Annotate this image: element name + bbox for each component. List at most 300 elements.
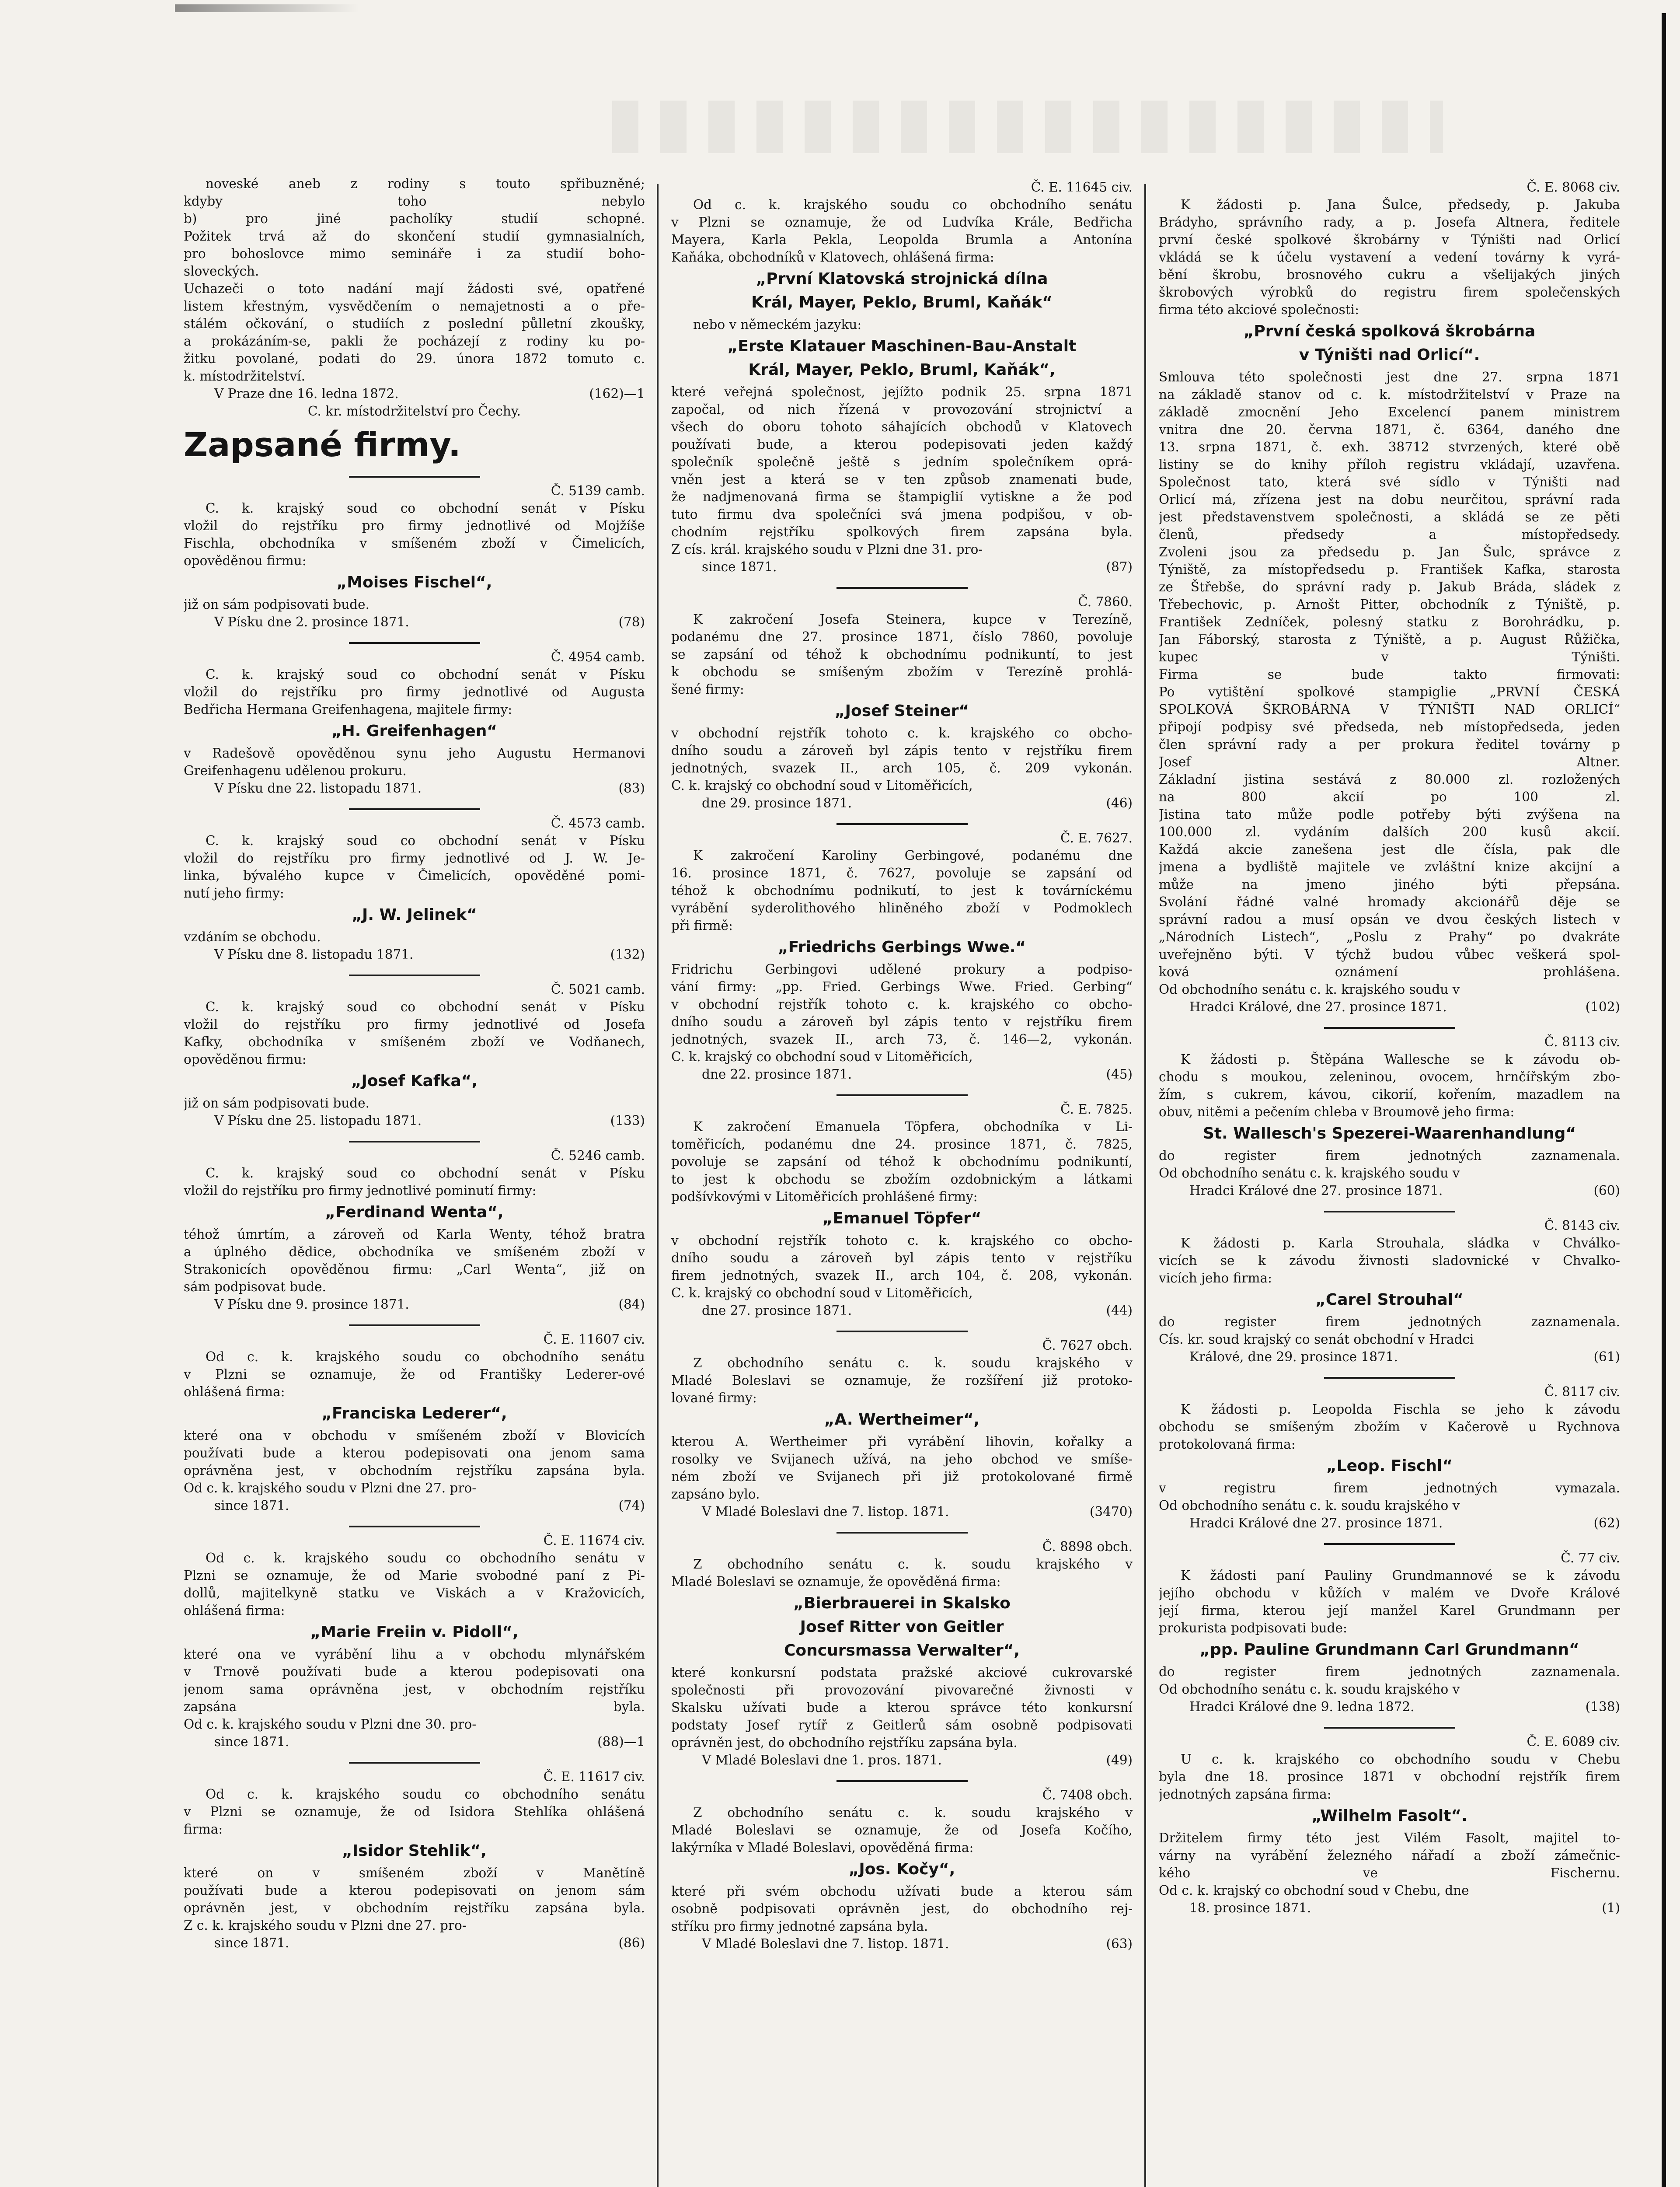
body-line: ková oznámení prohlášena. (1159, 964, 1620, 979)
body-line: Svolání řádné valné hromady akcionářů děje se (1159, 894, 1620, 909)
firm-name: „Carel Strouhal“ (1315, 1291, 1464, 1309)
body-line: SPOLKOVÁ ŠKROBÁRNA V TÝNIŠTI NAD ORLICÍ“ (1159, 702, 1620, 717)
body-line: Požitek trvá až do skončení studií gymnasialních, (184, 229, 645, 244)
reference-number: (102) (1585, 999, 1620, 1014)
dateline (1159, 1698, 1620, 1715)
body-line: vkládá se k účelu vystavení a vedení továrny k vyrá- (1159, 250, 1620, 265)
body-line: zapsáno bylo. (671, 1487, 760, 1502)
notice-block (184, 808, 645, 963)
body-line: Mayera, Karla Pekla, Leopolda Brumla a Antonína (671, 232, 1133, 247)
body-line: ohlášená firma: (184, 1384, 285, 1399)
notice-block (671, 1094, 1133, 1319)
body-line: do register firem jednotných zaznamenala. (1159, 1664, 1620, 1679)
separator-rule (349, 1324, 480, 1326)
body-line: Držitelem firmy této jest Vilém Fasolt, majitel to- (1159, 1831, 1620, 1845)
notice-block (184, 175, 645, 420)
body-line: dního soudu a zároveň byl zápis tento v rejstříku (671, 1251, 1133, 1265)
body-line: vicích se k závodu živnosti sladovnické v Chvalko- (1159, 1253, 1620, 1268)
separator-rule (1324, 1377, 1455, 1379)
body-line: Z c. k. krajského soudu v Plzni dne 27. pro- (184, 1918, 467, 1933)
notice-block (184, 1141, 645, 1313)
date-text: dne 27. prosince 1871. (702, 1303, 852, 1318)
body-line: obuv, nitěmi a pečením chleba v Broumově jeho firma: (1159, 1104, 1515, 1119)
firm-name: St. Wallesch's Spezerei-Waarenhandlung“ (1202, 1125, 1576, 1142)
body-line: obchodu se smíšeným zbožím v Kačerově u Rychnova (1159, 1419, 1620, 1434)
body-line: Od c. k. krajského soudu co obchodního senátu (206, 1349, 645, 1364)
dateline (671, 794, 1133, 812)
dateline (184, 1112, 645, 1129)
dateline (184, 1934, 645, 1952)
separator-rule (349, 642, 480, 644)
body-line: připojí podpisy své předseda, neb místopředseda, jeden (1159, 720, 1620, 734)
body-line: lakýrníka v Mladé Boleslavi, opověděná firma: (671, 1840, 974, 1855)
body-line: vložil do rejstříku pro firmy jednotlivé od Mojžíše (184, 518, 645, 533)
signature: C. kr. místodržitelství pro Čechy. (308, 404, 521, 419)
body-line: Každá akcie zanešena jest dle čísla, pak dle (1159, 842, 1620, 857)
date-text: V Mladé Boleslavi dne 1. pros. 1871. (702, 1753, 942, 1768)
notice-block (1159, 1377, 1620, 1532)
body-line: společnosti při provozování pivovarečné živnosti v (671, 1683, 1133, 1698)
firm-name: „Isidor Stehlik“, (342, 1842, 487, 1860)
body-line: které on v smíšeném zboží v Manětíně (184, 1866, 645, 1880)
body-line: listem křestným, vysvědčením o nemajetnosti a o pře- (184, 299, 645, 314)
body-line: oprávněna jest, v obchodním rejstříku zapsána byla. (184, 1463, 645, 1478)
date-text: dne 29. prosince 1871. (702, 796, 852, 811)
body-line: do register firem jednotných zaznamenala. (1159, 1314, 1620, 1329)
date-text: V Praze dne 16. ledna 1872. (214, 386, 399, 401)
notice-block (1159, 1543, 1620, 1715)
firm-name: „Bierbrauerei in Skalsko (793, 1594, 1011, 1612)
body-line: 100.000 zl. vydáním dalších 200 kusů akcií. (1159, 824, 1620, 839)
firm-name: „pp. Pauline Grundmann Carl Grundmann“ (1199, 1641, 1579, 1659)
reference-number: (132) (610, 947, 645, 962)
date-text: since 1871. (214, 1935, 289, 1950)
body-line: C. k. krajský co obchodní soud v Litoměřicích, (671, 778, 973, 793)
body-line: C. k. krajský co obchodní soud v Litoměřicích, (671, 1049, 973, 1064)
body-line: K zakročení Josefa Steinera, kupce v Terezíně, (693, 612, 1133, 627)
body-line: byla dne 18. prosince 1871 v obchodní rejstřík firem (1159, 1769, 1620, 1784)
body-line: oprávněn jest, do obchodního rejstříku zapsána byla. (671, 1735, 1018, 1750)
dateline (184, 1296, 645, 1313)
case-number: Č. 8117 civ. (1544, 1384, 1620, 1399)
body-line: lované firmy: (671, 1390, 757, 1405)
body-line: již on sám podpisovati bude. (184, 1096, 369, 1111)
body-line: Kaňáka, obchodníků v Klatovech, ohlášená firma: (671, 250, 994, 265)
body-line: C. k. krajský soud co obchodní senát v Písku (206, 501, 645, 516)
body-line: 13. srpna 1871, č. exh. 38712 stvrzených, které obě (1159, 440, 1620, 454)
case-number: Č. E. 8068 civ. (1527, 180, 1620, 195)
case-number: Č. 5021 camb. (551, 982, 645, 997)
body-line: jejího obchodu v kůžích v malém ve Dvoře Králové (1159, 1586, 1620, 1600)
notice-block (671, 1780, 1133, 1953)
date-text: Hradci Králové dne 9. ledna 1872. (1189, 1699, 1415, 1714)
notice-block (671, 178, 1133, 576)
body-line: pro bohoslovce mimo semináře i za studií boho- (184, 246, 645, 261)
reference-number: (86) (618, 1935, 645, 1950)
body-line: Po vytištění spolkové stampiglie „PRVNÍ ČESKÁ (1159, 685, 1620, 699)
body-line: správní radou a musí opsán ve dvou českých listech v (1159, 912, 1620, 927)
body-line: v Plzni se oznamuje, že od Františky Lederer-ové (184, 1367, 645, 1382)
body-line: Cís. kr. soud krajský co senát obchodní v Hradci (1159, 1332, 1474, 1347)
body-line: kupec v Týništi. (1159, 650, 1620, 664)
body-line: opověděnou firmu: (184, 1052, 307, 1067)
body-line: Bedřicha Hermana Greifenhagena, majitele firmy: (184, 702, 512, 717)
column-3 (1159, 175, 1620, 2187)
body-line: Jan Fáborský, starosta z Týniště, a p. August Růžička, (1159, 632, 1620, 647)
notice-block (1159, 1027, 1620, 1199)
body-line: při firmě: (671, 918, 733, 933)
body-line: C. k. krajský co obchodní soud v Litoměřicích, (671, 1286, 973, 1300)
body-line: K žádosti p. Leopolda Fischla se jeho k závodu (1181, 1402, 1620, 1417)
body-line: b) pro jiné pacholíky studií schopné. (184, 211, 645, 226)
body-line: které ona ve vyrábění lihu a v obchodu mlynářském (184, 1647, 645, 1662)
body-line: které při svém obchodu užívati bude a kterou sám (671, 1884, 1133, 1899)
body-line: do register firem jednotných zaznamenala. (1159, 1148, 1620, 1163)
separator-rule (1324, 1543, 1455, 1545)
body-line: zapsána byla. (184, 1699, 645, 1714)
firm-name: „Moises Fischel“, (336, 573, 492, 591)
body-line: vicích jeho firma: (1159, 1271, 1272, 1286)
body-line: vložil do rejstříku pro firmy jednotlivé od Josefa (184, 1017, 645, 1032)
body-line: Mladé Boleslavi se oznamuje, že opověděná firma: (671, 1574, 1001, 1589)
body-line: firma této akciové společnosti: (1159, 302, 1359, 317)
dateline (671, 1066, 1133, 1083)
reference-number: (45) (1106, 1067, 1133, 1082)
body-line: které konkursní podstata pražské akciové cukrovarské (671, 1665, 1133, 1680)
reference-number: (49) (1106, 1753, 1133, 1768)
body-line: téhož k obchodnímu podnikutí, to jest k továrníckému (671, 883, 1133, 898)
body-line: v obchodní rejstřík tohoto c. k. krajského co obcho- (671, 1233, 1133, 1248)
body-line: Kafky, obchodníka v smíšeném zboží ve Vodňanech, (184, 1034, 645, 1049)
dateline (184, 1497, 645, 1514)
body-line: vání firmy: „pp. Fried. Gerbings Wwe. Fried. Gerbing“ (671, 979, 1133, 994)
reference-number: (63) (1106, 1936, 1133, 1951)
dateline (184, 385, 645, 402)
body-line: její firma, kterou její manžel Karel Grundmann per (1159, 1603, 1620, 1618)
column-2 (671, 175, 1133, 2187)
body-line: jest představenstvem společnosti, a skládá se ze pěti (1159, 510, 1620, 524)
body-line: na základě stanov od c. k. místodržitelství v Praze na (1159, 387, 1620, 402)
separator-rule (1324, 1027, 1455, 1029)
body-line: které veřejná společnost, jejížto podnik 25. srpna 1871 (671, 384, 1133, 399)
case-number: Č. 7408 obch. (1042, 1788, 1133, 1803)
firm-name: Král, Mayer, Peklo, Bruml, Kaňák“ (751, 293, 1053, 311)
reference-number: (46) (1106, 796, 1133, 811)
notice-block (1159, 1727, 1620, 1917)
separator-rule (1324, 1211, 1455, 1212)
body-line: Třebechovic, p. Arnošt Pitter, obchodník z Týniště, p. (1159, 597, 1620, 612)
body-line: Od c. k. krajského soudu v Plzni dne 30. pro- (184, 1717, 477, 1732)
body-line: Od obchodního senátu c. k. krajského soudu v (1159, 982, 1460, 997)
case-number: Č. E. 11674 civ. (543, 1533, 645, 1548)
body-line: dollů, majitelkyně statku ve Viskách a v Kražovicích, (184, 1586, 645, 1600)
case-number: Č. E. 7627. (1060, 831, 1133, 845)
dateline (671, 1751, 1133, 1769)
body-line: všech do oboru tohoto sáhajících obchodů v Klatovech (671, 419, 1133, 434)
body-line: uveřejněno býti. V týchž budou vůbec veškerá spol- (1159, 947, 1620, 962)
date-text: V Písku dne 9. prosince 1871. (214, 1297, 409, 1312)
body-line: sám podpisovat bude. (184, 1279, 326, 1294)
notice-block (184, 975, 645, 1129)
firm-name: Josef Ritter von Geitler (800, 1618, 1004, 1636)
body-line: a úplného dědice, obchodníka ve smíšeném zboží v (184, 1244, 645, 1259)
case-number: Č. 7627 obch. (1042, 1338, 1133, 1353)
body-line: C. k. krajský soud co obchodní senát v Písku (206, 999, 645, 1014)
separator-rule (837, 1094, 968, 1096)
body-line: žitku povolané, podati do 29. února 1872 tomuto c. (184, 351, 645, 366)
body-line: Od c. k. krajského soudu v Plzni dne 27. pro- (184, 1481, 477, 1495)
case-number: Č. E. 11607 civ. (543, 1332, 645, 1347)
body-line: vložil do rejstříku pro firmy jednotlivé pominutí firmy: (184, 1183, 537, 1198)
body-line: společník společně ještě s jedním společníkem oprá- (671, 454, 1133, 469)
body-line: Fischla, obchodníka v smíšeném zboží v Čimelicích, (184, 536, 645, 551)
body-line: Od c. k. krajského soudu co obchodního senátu (693, 197, 1133, 212)
date-text: V Písku dne 25. listopadu 1871. (214, 1113, 422, 1128)
notice-block (184, 476, 645, 631)
body-line: podšívkovými v Litoměřicích prohlášené firmy: (671, 1189, 978, 1204)
body-line: kterou A. Wertheimer při vyrábění lihovin, kořalky a (671, 1434, 1133, 1449)
separator-rule (837, 1780, 968, 1782)
body-line: Z obchodního senátu c. k. soudu krajského v (693, 1557, 1133, 1572)
firm-name: „Josef Kafka“, (351, 1072, 478, 1090)
dateline (1159, 1514, 1620, 1532)
reference-number: (60) (1593, 1183, 1620, 1198)
body-line: C. k. krajský soud co obchodní senát v Písku (206, 667, 645, 682)
firm-name: „Friedrichs Gerbings Wwe.“ (777, 938, 1026, 956)
notice-block (671, 1331, 1133, 1520)
case-number: Č. 5246 camb. (551, 1148, 645, 1163)
body-line: povoluje se zapsání od téhož k obchodnímu podnikuntí, (671, 1154, 1133, 1169)
body-line: nutí jeho firmy: (184, 886, 284, 901)
body-line: jednotných zapsána firma: (1159, 1787, 1331, 1802)
body-line: bění škrobu, brosnového cukru a všelijakých jiných (1159, 267, 1620, 282)
body-line: se zapsání od téhož k obchodnímu podnikuntí, to jest (671, 647, 1133, 662)
body-line: člen správní rady a per prokura ředitel továrny p (1159, 737, 1620, 752)
body-line: k obchodu se smíšeným zbožím v Terezíně prohlá- (671, 664, 1133, 679)
body-line: ném zboží ve Svijanech při již protokolované firmě (671, 1469, 1133, 1484)
body-line: K zakročení Emanuela Töpfera, obchodníka v Li- (693, 1119, 1133, 1134)
body-line: v obchodní rejstřík tohoto c. k. krajského co obcho- (671, 726, 1133, 741)
body-line: v Radešově opověděnou synu jeho Augustu Hermanovi (184, 746, 645, 761)
dateline (1159, 1348, 1620, 1366)
body-line: dního soudu a zároveň byl zápis tento v rejstříku firem (671, 1014, 1133, 1029)
dateline (671, 1935, 1133, 1953)
separator-rule (1324, 1727, 1455, 1729)
body-line: osobně podpisovati oprávněn jest, do obchodního rej- (671, 1901, 1133, 1916)
reference-number: (74) (618, 1498, 645, 1513)
section-title: Zapsané firmy. (184, 425, 461, 464)
dateline (671, 1302, 1133, 1319)
reference-number: (133) (610, 1113, 645, 1128)
body-line: tuto firmu dva společníci svá jmena podpišou, v ob- (671, 507, 1133, 522)
body-line: ze Štřebše, do správní rady p. Jakub Bráda, sládek z (1159, 580, 1620, 594)
body-line: Plzni se oznamuje, že od Marie svobodné paní z Pi- (184, 1568, 645, 1583)
body-line: listiny se do knihy příloh registru vkládají, uzavřena. (1159, 457, 1620, 472)
body-line: již on sám podpisovati bude. (184, 597, 369, 612)
body-line: Skalsku užívati bude a kterou správce této konkursní (671, 1700, 1133, 1715)
separator-rule (349, 808, 480, 810)
body-line: firma: (184, 1822, 223, 1837)
separator-rule (349, 476, 480, 478)
date-text: V Písku dne 22. listopadu 1871. (214, 781, 422, 796)
body-line: že nadjmenovaná firma se štampiglií vytiskne a že pod (671, 489, 1133, 504)
body-line: Mladé Boleslavi se oznamuje, že od Josefa Kočího, (671, 1823, 1133, 1838)
dateline (184, 613, 645, 631)
body-line: sloveckých. (184, 264, 259, 279)
body-line: Josef Altner. (1159, 755, 1620, 769)
body-line: základě zmocnění Jeho Excelencí panem ministrem (1159, 405, 1620, 419)
date-text: since 1871. (214, 1498, 289, 1513)
case-number: Č. 77 civ. (1561, 1551, 1620, 1565)
body-line: linka, bývalého kupce v Čimelicích, opověděné pomi- (184, 868, 645, 883)
date-text: Králové, dne 29. prosince 1871. (1189, 1349, 1398, 1364)
body-line: vložil do rejstříku pro firmy jednotlivé od Augusta (184, 685, 645, 699)
firm-name: „První česká spolková škrobárna (1243, 322, 1536, 340)
body-line: v registru firem jednotných vymazala. (1159, 1481, 1620, 1495)
body-line: K žádosti p. Karla Strouhala, sládka v Chválko- (1181, 1236, 1620, 1251)
body-line: Z obchodního senátu c. k. soudu krajského v (693, 1356, 1133, 1370)
body-line: C. k. krajský soud co obchodní senát v Písku (206, 1166, 645, 1181)
body-line: várny na vyrábění železného nářadí a zboží zámečnic- (1159, 1848, 1620, 1863)
case-number: Č. 4573 camb. (551, 816, 645, 831)
dateline (1159, 998, 1620, 1016)
dateline (671, 558, 1133, 576)
case-number: Č. E. 6089 civ. (1527, 1734, 1620, 1749)
body-line: kdyby toho nebylo (184, 194, 645, 209)
reference-number: (87) (1106, 559, 1133, 574)
body-line: Od obchodního senátu c. k. krajského soudu v (1159, 1166, 1460, 1181)
body-line: Od obchodního senátu c. k. soudu krajského v (1159, 1682, 1460, 1697)
body-line: v Trnově používati bude a kterou podepisovati ona (184, 1664, 645, 1679)
body-line: šené firmy: (671, 682, 744, 697)
notice-block (184, 1324, 645, 1514)
body-line: noveské aneb z rodiny s touto spřibuzněné; (206, 176, 645, 191)
body-line: používati bude a kterou podepisovati on jenom sám (184, 1883, 645, 1898)
reference-number: (61) (1593, 1349, 1620, 1364)
body-line: může na jmeno jiného býti přepsána. (1159, 877, 1620, 892)
date-text: V Mladé Boleslavi dne 7. listop. 1871. (702, 1936, 949, 1951)
separator-rule (837, 823, 968, 825)
body-line: Z cís. král. krajského soudu v Plzni dne 31. pro- (671, 542, 983, 557)
firm-name: „Wilhelm Fasolt“. (1311, 1807, 1467, 1825)
body-line: Od c. k. krajského soudu co obchodního senátu v (206, 1551, 645, 1565)
body-line: k. místodržitelství. (184, 369, 305, 384)
body-line: vzdáním se obchodu. (184, 929, 321, 944)
body-line: škrobových výrobků do registru firem společenských (1159, 285, 1620, 300)
body-line: vněn jest a která se v ten způsob znamenati bude, (671, 472, 1133, 487)
firm-name: „První Klatovská strojnická dílna (756, 270, 1048, 288)
body-line: podanému dne 27. prosince 1871, číslo 7860, povoluje (671, 629, 1133, 644)
body-line: používati bude a kterou podepisovati ona jenom sama (184, 1446, 645, 1460)
body-line: Smlouva této společnosti jest dne 27. srpna 1871 (1159, 370, 1620, 384)
separator-rule (837, 1532, 968, 1534)
body-line: ohlášená firma: (184, 1603, 285, 1618)
body-line: Základní jistina sestává z 80.000 zl. rozložených (1159, 772, 1620, 787)
body-line: oprávněn jest, v obchodním rejstříku zapsána byla. (184, 1901, 645, 1915)
body-line: Greifenhagenu udělenou prokuru. (184, 763, 407, 778)
case-number: Č. E. 11617 civ. (543, 1769, 645, 1784)
column-1 (184, 175, 645, 2187)
case-number: Č. 8113 civ. (1544, 1034, 1620, 1049)
firm-name: „H. Greifenhagen“ (331, 722, 498, 740)
body-line: jednotných, svazek II., arch 73, č. 146—2, vykonán. (671, 1032, 1133, 1047)
scan-artifact (175, 4, 359, 12)
body-line: to jest k obchodu se zbožím ozdobnickým a látkami (671, 1172, 1133, 1187)
reference-number: (83) (618, 781, 645, 796)
body-line: K žádosti p. Štěpána Wallesche se k závodu ob- (1181, 1052, 1620, 1067)
reference-number: (78) (618, 615, 645, 629)
body-line: Jistina tato může podle potřeby býti zvýšena na (1159, 807, 1620, 822)
separator-rule (349, 1526, 480, 1527)
body-line: dního soudu a zároveň byl zápis tento v rejstříku firem (671, 743, 1133, 758)
firm-name: „Franciska Lederer“, (321, 1404, 507, 1422)
case-number: Č. 8898 obch. (1042, 1539, 1133, 1554)
body-line: jednotných, svazek II., arch 105, č. 209 vykonán. (671, 761, 1133, 776)
body-line: vyrábění syderolithového hliněného zboží v Podmoklech (671, 901, 1133, 915)
reference-number: (138) (1585, 1699, 1620, 1714)
body-line: rosolky ve Svijanech užívá, na jeho obchod ve smíše- (671, 1452, 1133, 1467)
case-number: Č. 7860. (1078, 594, 1133, 609)
notice-block (184, 1526, 645, 1750)
body-line: prokurista podpisovati bude: (1159, 1621, 1347, 1635)
body-line: Fridrichu Gerbingovi udělené prokury a podpiso- (671, 962, 1133, 977)
body-line: podstaty Josef rytíř z Geitlerů sám osobně podpisovati (671, 1718, 1133, 1733)
body-line: chodu s moukou, zeleninou, ovocem, hrnčířským zbo- (1159, 1069, 1620, 1084)
body-line: Orlicí má, zřízena jest na dobu neurčitou, správní rada (1159, 492, 1620, 507)
firm-name: „Erste Klatauer Maschinen-Bau-Anstalt (727, 337, 1077, 355)
firm-name: „Leop. Fischl“ (1326, 1457, 1453, 1475)
body-line: Zvoleni jsou za předsedu p. Jan Šulc, správce z (1159, 545, 1620, 559)
body-line: stříku pro firmy jednotné zapsána byla. (671, 1919, 928, 1934)
body-line: C. k. krajský soud co obchodní senát v Písku (206, 833, 645, 848)
date-text: V Písku dne 8. listopadu 1871. (214, 947, 414, 962)
body-line: K žádosti paní Pauliny Grundmannové se k závodu (1181, 1568, 1620, 1583)
case-number: Č. E. 7825. (1060, 1102, 1133, 1117)
body-line: započal, od nich řízená v provozování strojnictví a (671, 402, 1133, 417)
body-line: v obchodní rejstřík tohoto c. k. krajského co obcho- (671, 997, 1133, 1012)
date-text: Hradci Králové dne 27. prosince 1871. (1189, 1183, 1443, 1198)
firm-name: „Jos. Kočy“, (848, 1860, 955, 1878)
firm-name: Král, Mayer, Peklo, Bruml, Kaňák“, (748, 361, 1056, 379)
case-number: Č. E. 11645 civ. (1031, 180, 1133, 195)
separator-rule (349, 1762, 480, 1764)
reference-number: (62) (1593, 1516, 1620, 1530)
date-text: V Písku dne 2. prosince 1871. (214, 615, 409, 629)
body-line: Společnost tato, která své sídlo v Týništi nad (1159, 475, 1620, 489)
body-line: Firma se bude takto firmovati: (1159, 667, 1620, 682)
body-line: Brádyho, správního rady, a p. Josefa Altnera, ředitele (1159, 215, 1620, 230)
body-line: chodním rejstříku spolkových firem zapsána byla. (671, 524, 1133, 539)
body-line: používati bude, a kterou podepisovati jeden každý (671, 437, 1133, 452)
firm-name: „Marie Freiin v. Pidoll“, (310, 1623, 519, 1641)
body-line: žím, s cukrem, kávou, cikorií, kořením, mazadlem na (1159, 1087, 1620, 1102)
case-number: Č. 8143 civ. (1544, 1218, 1620, 1233)
case-number: Č. 5139 camb. (551, 483, 645, 498)
firm-name: „J. W. Jelinek“ (352, 906, 477, 924)
body-line: Z obchodního senátu c. k. soudu krajského v (693, 1805, 1133, 1820)
notice-block (671, 587, 1133, 812)
reference-number: (162)—1 (589, 386, 645, 401)
firm-name: „A. Wertheimer“, (824, 1411, 980, 1429)
body-line: v Plzni se oznamuje, že od Ludvíka Krále, Bedřicha (671, 215, 1133, 230)
dateline (184, 1733, 645, 1750)
body-line: v Plzni se oznamuje, že od Isidora Stehlíka ohlášená (184, 1804, 645, 1819)
notice-block (184, 425, 645, 465)
body-line: toměřicích, podanému dne 24. prosince 1871, č. 7825, (671, 1137, 1133, 1152)
date-text: Hradci Králové, dne 27. prosince 1871. (1189, 999, 1447, 1014)
body-line: na 800 akcií po 100 zl. (1159, 790, 1620, 804)
body-line: protokolovaná firma: (1159, 1437, 1296, 1452)
